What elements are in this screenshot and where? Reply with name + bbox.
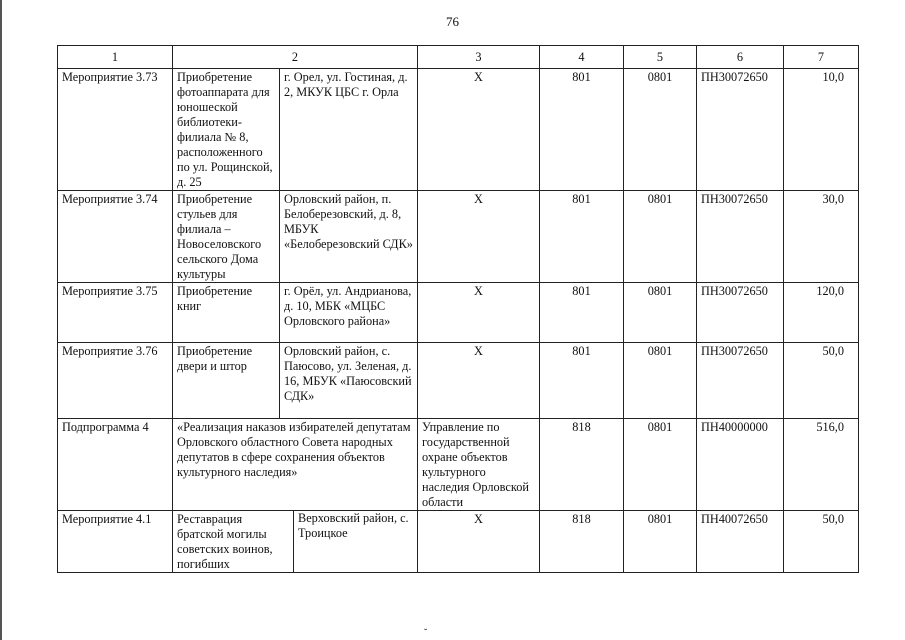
row-col6: ПН30072650 <box>697 69 784 191</box>
row-executor: Х <box>418 69 540 191</box>
row-amount: 30,0 <box>784 191 859 283</box>
row-name: Мероприятие 3.75 <box>58 283 173 343</box>
header-col-7: 7 <box>784 46 859 69</box>
row-description: Приобретение фотоаппарата для юношеской библиотеки-филиала № 8, расположенного по ул. Рощинской, д. 25 <box>173 69 280 191</box>
row-col5: 0801 <box>624 283 697 343</box>
row-executor: Х <box>418 191 540 283</box>
table-row <box>58 69 859 191</box>
row-description: Приобретение стульев для филиала – Новоселовского сельского Дома культуры <box>173 191 280 283</box>
header-col-5: 5 <box>624 46 697 69</box>
header-col-6: 6 <box>697 46 784 69</box>
header-col-2: 2 <box>173 46 418 69</box>
row-col5: 0801 <box>624 511 697 573</box>
row-description: Реставрация братской могилы советских воинов, погибших <box>177 512 273 571</box>
row-col6: ПН40072650 <box>697 511 784 573</box>
row-location: Орловский район, с. Паюсово, ул. Зеленая, д. 16, МБУК «Паюсовский СДК» <box>280 343 418 419</box>
row-col4: 801 <box>540 343 624 419</box>
row-col6: ПН40000000 <box>697 419 784 511</box>
row-col4: 818 <box>540 419 624 511</box>
row-col5: 0801 <box>624 69 697 191</box>
row-amount: 10,0 <box>784 69 859 191</box>
row-col6: ПН30072650 <box>697 191 784 283</box>
table-header-row <box>58 46 859 69</box>
header-col-1: 1 <box>58 46 173 69</box>
row-location: г. Орёл, ул. Андрианова, д. 10, МБК «МЦБС Орловского района» <box>280 283 418 343</box>
row-executor: Управление по государственной охране объектов культурного наследия Орловской области <box>418 419 540 511</box>
row-executor: Х <box>418 283 540 343</box>
footer-mark: ˘ <box>424 628 428 639</box>
row-amount: 50,0 <box>784 511 859 573</box>
row-col4: 801 <box>540 69 624 191</box>
table-row <box>58 419 859 511</box>
row-col4: 818 <box>540 511 624 573</box>
row-name: Подпрограмма 4 <box>58 419 173 511</box>
row-col6: ПН30072650 <box>697 343 784 419</box>
row-description: Приобретение двери и штор <box>173 343 280 419</box>
budget-table <box>57 45 859 573</box>
row-executor: Х <box>418 343 540 419</box>
table-row <box>58 283 859 343</box>
row-col5: 0801 <box>624 419 697 511</box>
row-location: г. Орел, ул. Гостиная, д. 2, МКУК ЦБС г. Орла <box>280 69 418 191</box>
row-amount: 120,0 <box>784 283 859 343</box>
row-description: «Реализация наказов избирателей депутатам Орловского областного Совета народных депутатов в сфере сохранения объектов культурного наследия» <box>173 419 418 511</box>
header-col-3: 3 <box>418 46 540 69</box>
row-col6: ПН30072650 <box>697 283 784 343</box>
row-name: Мероприятие 3.76 <box>58 343 173 419</box>
row-name: Мероприятие 4.1 <box>58 511 173 573</box>
row-executor: Х <box>418 511 540 573</box>
header-col-4: 4 <box>540 46 624 69</box>
row-col4: 801 <box>540 191 624 283</box>
table-row <box>58 343 859 419</box>
row-col5: 0801 <box>624 191 697 283</box>
row-description: Приобретение книг <box>173 283 280 343</box>
row-name: Мероприятие 3.73 <box>58 69 173 191</box>
row-amount: 50,0 <box>784 343 859 419</box>
row-col5: 0801 <box>624 343 697 419</box>
row-name: Мероприятие 3.74 <box>58 191 173 283</box>
page-left-edge <box>0 0 2 640</box>
row-location: Верховский район, с. Троицкое <box>293 511 417 573</box>
row-location: Орловский район, п. Белоберезовский, д. 8, МБУК «Белоберезовский СДК» <box>280 191 418 283</box>
row-description-split <box>173 511 418 573</box>
table-row <box>58 511 859 573</box>
row-col4: 801 <box>540 283 624 343</box>
page-number: 76 <box>446 14 459 29</box>
table-row <box>58 191 859 283</box>
row-amount: 516,0 <box>784 419 859 511</box>
